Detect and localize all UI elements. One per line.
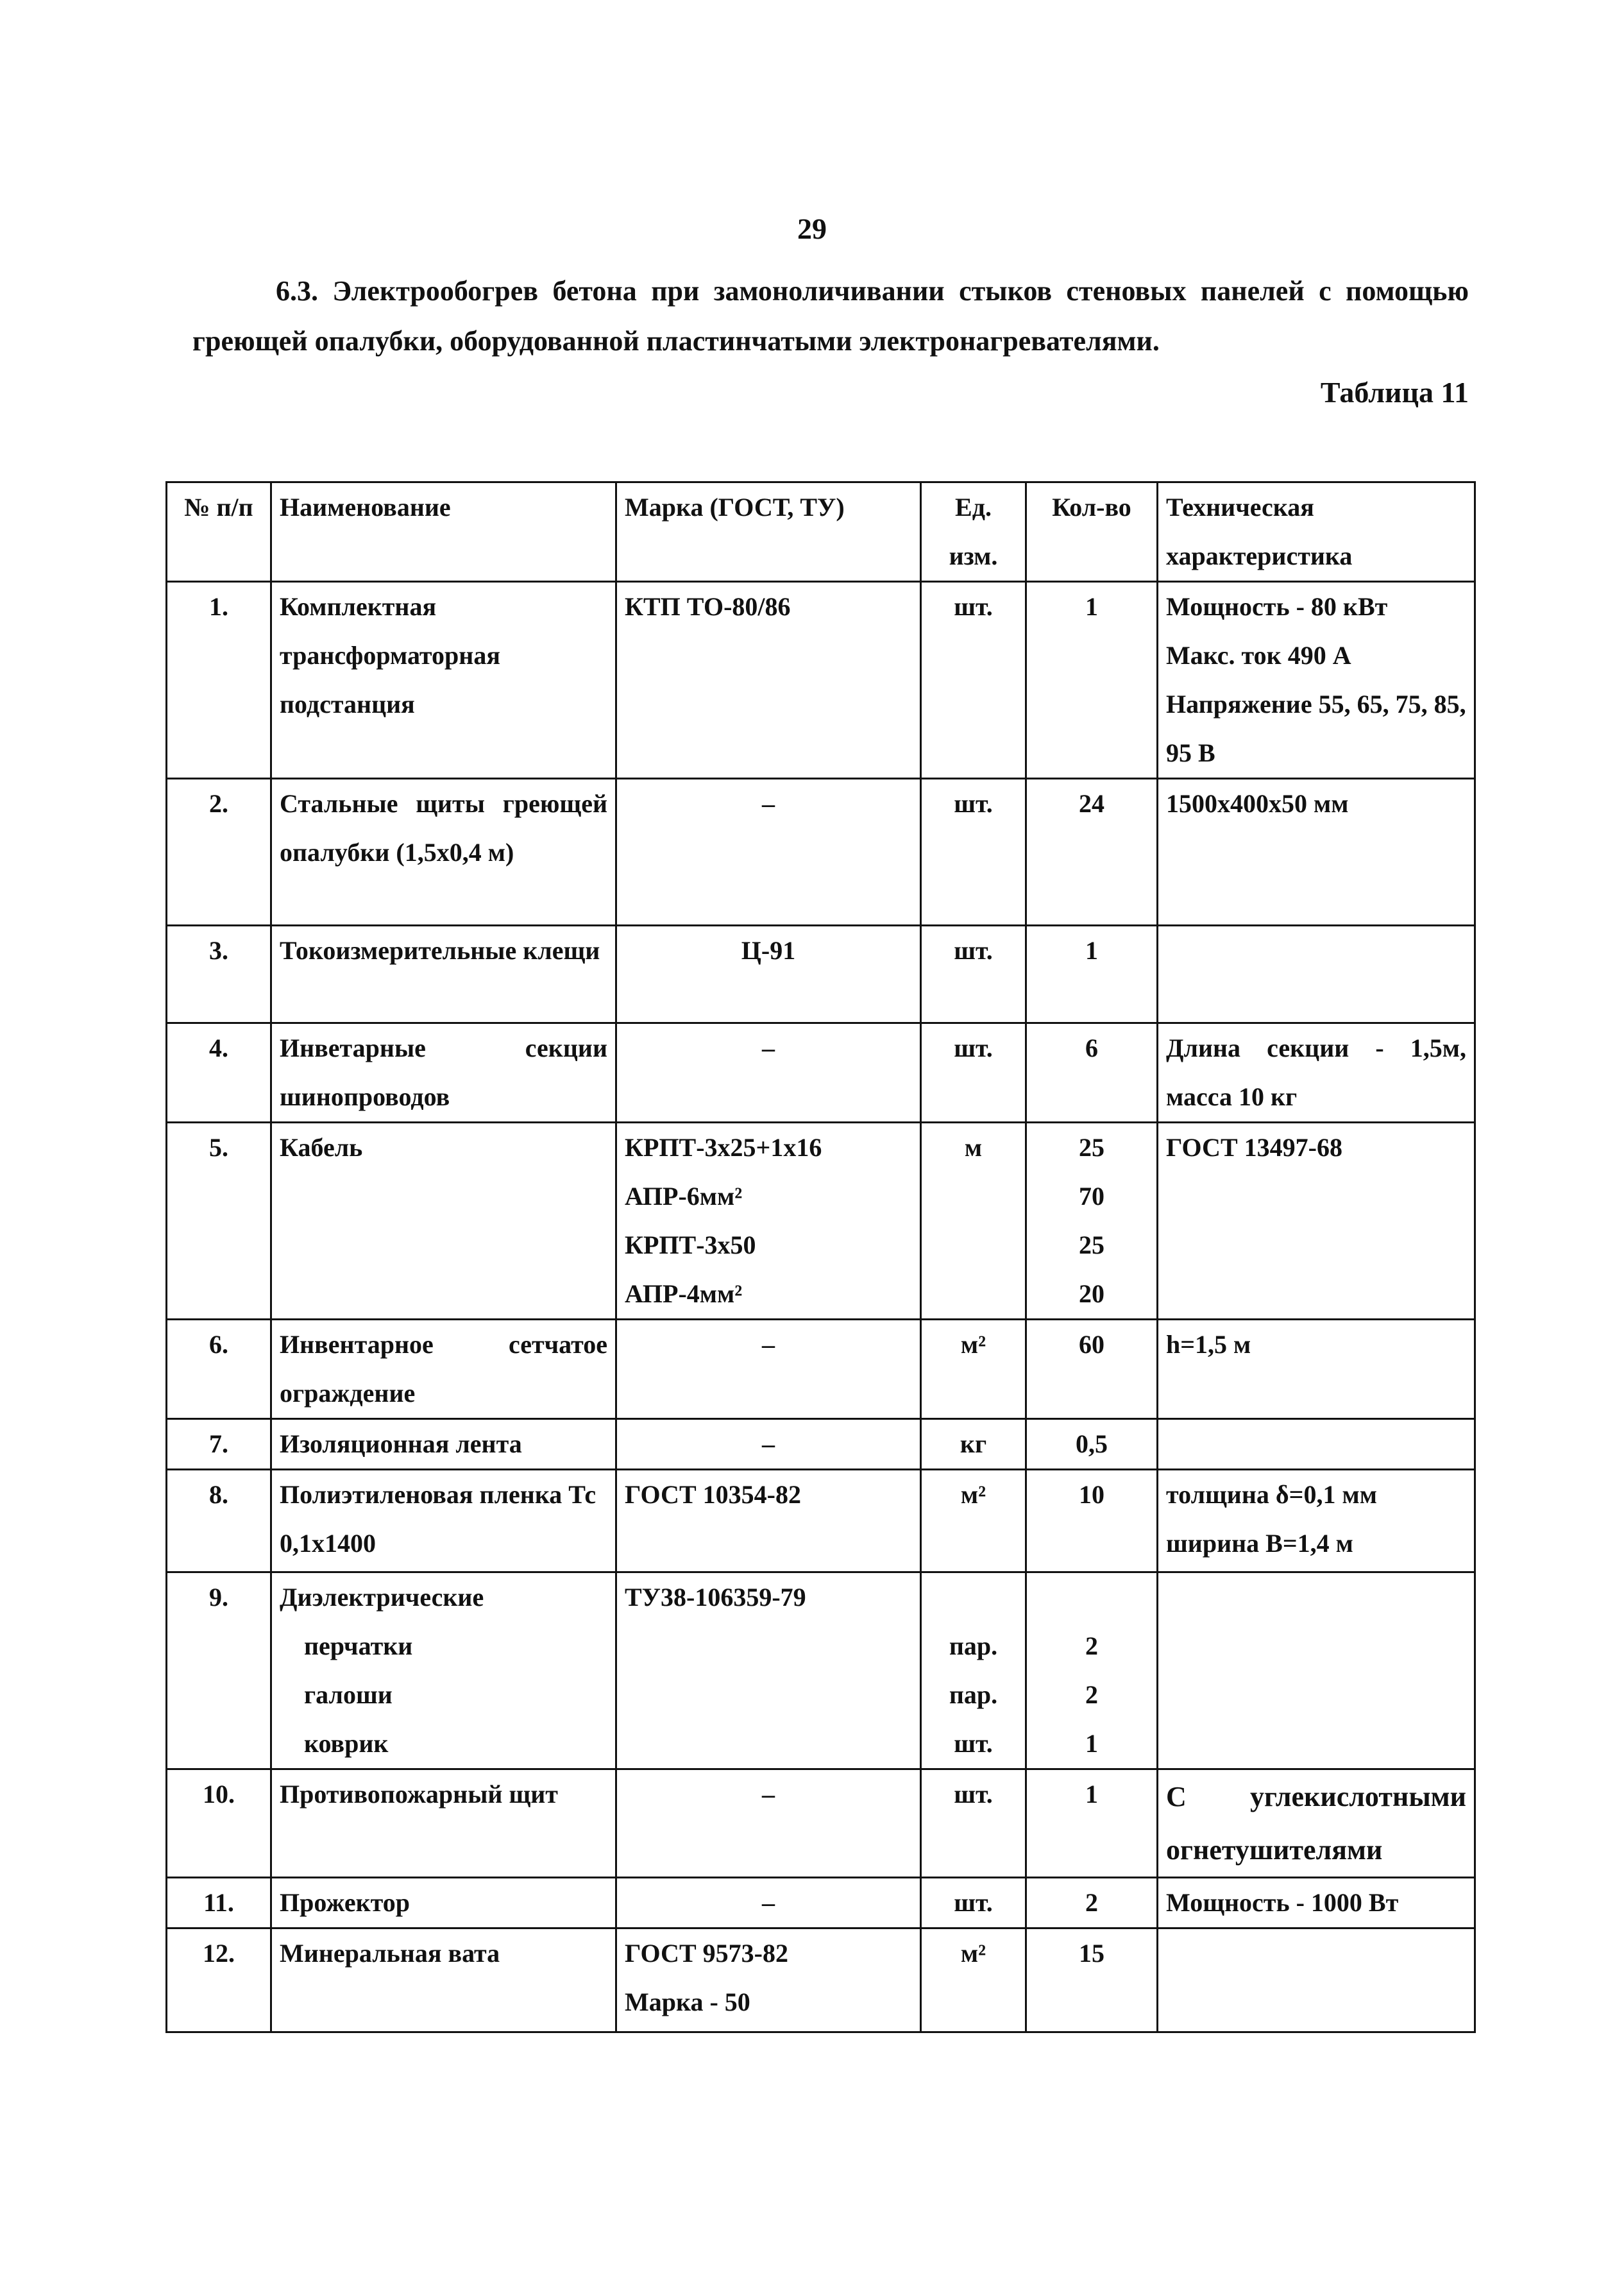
row-qty [1026, 1123, 1158, 1320]
table-row [167, 926, 1475, 1023]
row-spec [1158, 1572, 1475, 1769]
row-mark: – [616, 779, 921, 926]
row-spec: Мощность - 1000 Вт [1158, 1878, 1475, 1928]
row-num: 8. [167, 1470, 271, 1572]
sub-item: галоши [304, 1680, 393, 1709]
sub-item: перчатки [304, 1631, 413, 1660]
row-spec [1158, 926, 1475, 1023]
table-row [167, 779, 1475, 926]
qty-line: 25 [1079, 1133, 1104, 1162]
row-mark: ГОСТ 10354-82 [616, 1470, 921, 1572]
row-mark: – [616, 1419, 921, 1470]
unit-line: пар. [949, 1680, 998, 1709]
table-row [167, 1878, 1475, 1928]
header-mark: Марка (ГОСТ, ТУ) [616, 482, 921, 582]
spec-line: ширина В=1,4 м [1166, 1529, 1353, 1558]
table-row [167, 1123, 1475, 1320]
row-num: 12. [167, 1928, 271, 2032]
row-mark [616, 1928, 921, 2032]
row-num: 7. [167, 1419, 271, 1470]
row-spec: h=1,5 м [1158, 1320, 1475, 1419]
row-unit: кг [921, 1419, 1026, 1470]
unit-line: шт. [954, 1729, 993, 1758]
header-qty: Кол-во [1026, 482, 1158, 582]
mark-line: КРПТ-3х25+1х16 [625, 1133, 822, 1162]
row-name: Противопожарный щит [271, 1769, 616, 1878]
qty-line: 2 [1085, 1631, 1098, 1660]
row-qty: 1 [1026, 582, 1158, 779]
mark-line: АПР-6мм² [625, 1182, 743, 1211]
equipment-table [165, 481, 1476, 2033]
row-num: 2. [167, 779, 271, 926]
spec-line: толщина δ=0,1 мм [1166, 1480, 1377, 1509]
header-unit: Ед. изм. [921, 482, 1026, 582]
row-unit: м² [921, 1470, 1026, 1572]
row-qty: 6 [1026, 1023, 1158, 1123]
row-name: Кабель [271, 1123, 616, 1320]
row-mark [616, 1123, 921, 1320]
row-qty: 0,5 [1026, 1419, 1158, 1470]
page-number: 29 [797, 212, 827, 245]
row-num: 9. [167, 1572, 271, 1769]
qty-line: 70 [1079, 1182, 1104, 1211]
mark-line: Марка - 50 [625, 1988, 750, 2016]
table-row [167, 1572, 1475, 1769]
header-spec: Техническая характеристика [1158, 482, 1475, 582]
row-qty: 60 [1026, 1320, 1158, 1419]
row-name: Токоизмерительные клещи [271, 926, 616, 1023]
row-num: 10. [167, 1769, 271, 1878]
unit-line: пар. [949, 1631, 998, 1660]
row-name: Инвентарное сетчатое ограждение [271, 1320, 616, 1419]
row-qty: 2 [1026, 1878, 1158, 1928]
row-mark: – [616, 1769, 921, 1878]
row-num: 11. [167, 1878, 271, 1928]
row-mark: – [616, 1023, 921, 1123]
sub-item: коврик [304, 1729, 389, 1758]
header-name: Наименование [271, 482, 616, 582]
header-num: № п/п [167, 482, 271, 582]
row-unit: шт. [921, 779, 1026, 926]
row-unit: м² [921, 1320, 1026, 1419]
name-line: Диэлектрические [280, 1583, 484, 1612]
row-spec [1158, 1928, 1475, 2032]
row-name [271, 1572, 616, 1769]
row-spec: 1500х400х50 мм [1158, 779, 1475, 926]
qty-line: 20 [1079, 1279, 1104, 1308]
row-mark: – [616, 1320, 921, 1419]
row-qty: 15 [1026, 1928, 1158, 2032]
spec-line: Напряжение 55, 65, 75, 85, 95 В [1166, 690, 1466, 767]
qty-line: 25 [1079, 1230, 1104, 1259]
row-name: Полиэтиленовая пленка Тс 0,1х1400 [271, 1470, 616, 1572]
table-row [167, 1320, 1475, 1419]
row-num: 5. [167, 1123, 271, 1320]
row-spec: ГОСТ 13497-68 [1158, 1123, 1475, 1320]
table-header-row [167, 482, 1475, 582]
mark-line: АПР-4мм² [625, 1279, 743, 1308]
table-row [167, 1419, 1475, 1470]
row-name: Изоляционная лента [271, 1419, 616, 1470]
row-mark: Ц-91 [616, 926, 921, 1023]
row-name: Минеральная вата [271, 1928, 616, 2032]
row-num: 3. [167, 926, 271, 1023]
row-num: 6. [167, 1320, 271, 1419]
row-name: Прожектор [271, 1878, 616, 1928]
row-spec [1158, 1470, 1475, 1572]
row-unit: шт. [921, 1878, 1026, 1928]
row-num: 4. [167, 1023, 271, 1123]
section-heading: 6.3. Электрообогрев бетона при замоноличивании стыков стеновых панелей с помощью греющей опалубки, оборудованной пластинчатыми электронагревателями. [192, 275, 1469, 357]
row-unit: м [921, 1123, 1026, 1320]
table-row [167, 1769, 1475, 1878]
spec-line: Мощность - 80 кВт [1166, 592, 1388, 621]
row-unit [921, 1572, 1026, 1769]
qty-line: 2 [1085, 1680, 1098, 1709]
table-row [167, 1928, 1475, 2032]
row-spec: С углекислотными огнетушителями [1158, 1769, 1475, 1878]
row-mark: КТП ТО-80/86 [616, 582, 921, 779]
row-mark: – [616, 1878, 921, 1928]
row-name: Комплектная трансформаторная подстанция [271, 582, 616, 779]
row-mark: ТУ38-106359-79 [616, 1572, 921, 1769]
table-caption: Таблица 11 [1320, 376, 1469, 409]
row-spec [1158, 1419, 1475, 1470]
spec-line: Макс. ток 490 А [1166, 641, 1351, 670]
row-unit: шт. [921, 582, 1026, 779]
row-qty: 1 [1026, 926, 1158, 1023]
qty-line: 1 [1085, 1729, 1098, 1758]
row-unit: шт. [921, 1769, 1026, 1878]
row-qty: 24 [1026, 779, 1158, 926]
mark-line: КРПТ-3х50 [625, 1230, 756, 1259]
row-qty [1026, 1572, 1158, 1769]
table-row [167, 582, 1475, 779]
row-unit: шт. [921, 926, 1026, 1023]
row-spec [1158, 582, 1475, 779]
table-row [167, 1023, 1475, 1123]
row-name: Инветарные секции шинопроводов [271, 1023, 616, 1123]
table-row [167, 1470, 1475, 1572]
row-qty: 1 [1026, 1769, 1158, 1878]
row-spec: Длина секции - 1,5м, масса 10 кг [1158, 1023, 1475, 1123]
row-num: 1. [167, 582, 271, 779]
row-qty: 10 [1026, 1470, 1158, 1572]
row-name: Стальные щиты греющей опалубки (1,5х0,4 м) [271, 779, 616, 926]
mark-line: ГОСТ 9573-82 [625, 1939, 788, 1968]
row-unit: шт. [921, 1023, 1026, 1123]
row-unit: м² [921, 1928, 1026, 2032]
